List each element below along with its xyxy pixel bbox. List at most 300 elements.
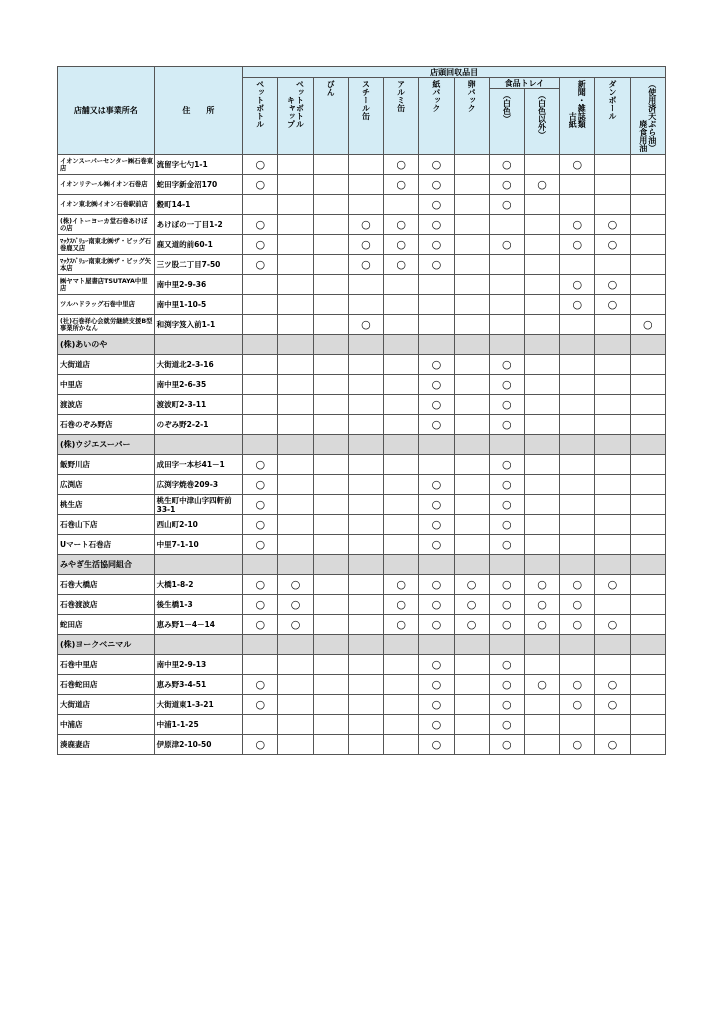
empty-cell	[560, 355, 595, 375]
group-name: (株)ヨークベニマル	[58, 635, 155, 655]
empty-cell	[454, 315, 489, 335]
table-row	[58, 735, 666, 755]
store-address: 流留字七勺1-1	[154, 155, 243, 175]
empty-cell	[560, 475, 595, 495]
empty-cell	[278, 295, 313, 315]
table-row	[58, 595, 666, 615]
store-address: 大橋1-8-2	[154, 575, 243, 595]
empty-cell	[454, 495, 489, 515]
group-empty-cell	[595, 435, 630, 455]
accepted-mark: ○	[243, 515, 278, 535]
accepted-mark: ○	[419, 575, 454, 595]
store-name: 飯野川店	[58, 455, 155, 475]
accepted-mark: ○	[384, 255, 419, 275]
table-row	[58, 155, 666, 175]
col-paper-pack: 紙パック	[419, 78, 454, 155]
empty-cell	[313, 395, 348, 415]
empty-cell	[595, 455, 630, 475]
accepted-mark: ○	[489, 515, 524, 535]
accepted-mark: ○	[595, 735, 630, 755]
accepted-mark: ○	[595, 295, 630, 315]
empty-cell	[524, 495, 559, 515]
empty-cell	[243, 415, 278, 435]
accepted-mark: ○	[595, 675, 630, 695]
empty-cell	[278, 175, 313, 195]
empty-cell	[278, 395, 313, 415]
store-name: ツルハドラッグ石巻中里店	[58, 295, 155, 315]
accepted-mark: ○	[489, 575, 524, 595]
group-row	[58, 435, 666, 455]
empty-cell	[595, 155, 630, 175]
group-empty-cell	[348, 555, 383, 575]
empty-cell	[454, 155, 489, 175]
accepted-mark: ○	[243, 495, 278, 515]
group-empty-cell	[278, 555, 313, 575]
empty-cell	[454, 395, 489, 415]
empty-cell	[313, 275, 348, 295]
store-address: のぞみ野2-2-1	[154, 415, 243, 435]
accepted-mark: ○	[419, 375, 454, 395]
empty-cell	[454, 475, 489, 495]
group-empty-cell	[278, 635, 313, 655]
store-name: 大街道店	[58, 355, 155, 375]
table-row	[58, 235, 666, 255]
store-address: 西山町2-10	[154, 515, 243, 535]
group-empty-cell	[524, 335, 559, 355]
empty-cell	[313, 655, 348, 675]
group-empty-cell	[454, 555, 489, 575]
store-name: イオン東北㈱イオン石巻駅前店	[58, 195, 155, 215]
empty-cell	[595, 315, 630, 335]
empty-cell	[595, 495, 630, 515]
store-address: 恵み野3-4-51	[154, 675, 243, 695]
empty-cell	[489, 275, 524, 295]
empty-cell	[384, 375, 419, 395]
accepted-mark: ○	[560, 695, 595, 715]
empty-cell	[454, 695, 489, 715]
accepted-mark: ○	[243, 615, 278, 635]
empty-cell	[348, 495, 383, 515]
group-empty-cell	[489, 635, 524, 655]
col-cardboard: ダンボール	[595, 78, 630, 155]
group-empty-cell	[595, 635, 630, 655]
empty-cell	[384, 695, 419, 715]
empty-cell	[630, 475, 665, 495]
empty-cell	[278, 735, 313, 755]
empty-cell	[454, 535, 489, 555]
accepted-mark: ○	[243, 255, 278, 275]
store-name: (株)イトーヨーカ堂石巻あけぼの店	[58, 215, 155, 235]
empty-cell	[313, 415, 348, 435]
table-row	[58, 655, 666, 675]
group-empty-cell	[630, 635, 665, 655]
accepted-mark: ○	[419, 495, 454, 515]
empty-cell	[595, 715, 630, 735]
group-empty-cell	[419, 335, 454, 355]
empty-cell	[524, 735, 559, 755]
group-empty-cell	[154, 635, 243, 655]
accepted-mark: ○	[243, 475, 278, 495]
empty-cell	[595, 535, 630, 555]
group-empty-cell	[560, 555, 595, 575]
empty-cell	[595, 515, 630, 535]
empty-cell	[313, 595, 348, 615]
col-pet-bottle: ペットボトル	[243, 78, 278, 155]
empty-cell	[313, 695, 348, 715]
empty-cell	[595, 375, 630, 395]
accepted-mark: ○	[243, 575, 278, 595]
empty-cell	[313, 375, 348, 395]
empty-cell	[595, 595, 630, 615]
empty-cell	[454, 355, 489, 375]
accepted-mark: ○	[489, 615, 524, 635]
empty-cell	[348, 675, 383, 695]
empty-cell	[384, 355, 419, 375]
empty-cell	[419, 295, 454, 315]
accepted-mark: ○	[419, 735, 454, 755]
empty-cell	[454, 715, 489, 735]
empty-cell	[348, 695, 383, 715]
group-empty-cell	[489, 435, 524, 455]
accepted-mark: ○	[489, 715, 524, 735]
empty-cell	[313, 175, 348, 195]
empty-cell	[630, 215, 665, 235]
accepted-mark: ○	[243, 595, 278, 615]
table-row	[58, 535, 666, 555]
empty-cell	[278, 195, 313, 215]
accepted-mark: ○	[489, 375, 524, 395]
col-bottle: びん	[313, 78, 348, 155]
empty-cell	[384, 735, 419, 755]
accepted-mark: ○	[384, 175, 419, 195]
store-address: 大街道東1-3-21	[154, 695, 243, 715]
empty-cell	[384, 415, 419, 435]
empty-cell	[384, 675, 419, 695]
accepted-mark: ○	[454, 615, 489, 635]
table-row	[58, 475, 666, 495]
empty-cell	[630, 655, 665, 675]
empty-cell	[560, 535, 595, 555]
table-row	[58, 215, 666, 235]
empty-cell	[278, 255, 313, 275]
empty-cell	[454, 175, 489, 195]
group-empty-cell	[524, 555, 559, 575]
empty-cell	[278, 355, 313, 375]
empty-cell	[313, 215, 348, 235]
empty-cell	[560, 255, 595, 275]
empty-cell	[384, 495, 419, 515]
empty-cell	[595, 415, 630, 435]
empty-cell	[560, 195, 595, 215]
store-name: 渡波店	[58, 395, 155, 415]
store-name: (社)石巻祥心会就労継続支援B型事業所かなん	[58, 315, 155, 335]
empty-cell	[384, 655, 419, 675]
empty-cell	[524, 215, 559, 235]
accepted-mark: ○	[560, 675, 595, 695]
empty-cell	[630, 595, 665, 615]
col-pet-cap: キャップペットボトル	[278, 78, 313, 155]
col-old-paper: 古紙新聞・雑誌類	[560, 78, 595, 155]
store-address: 中浦1-1-25	[154, 715, 243, 735]
empty-cell	[348, 575, 383, 595]
empty-cell	[348, 355, 383, 375]
group-empty-cell	[595, 335, 630, 355]
accepted-mark: ○	[419, 695, 454, 715]
table-row	[58, 515, 666, 535]
group-empty-cell	[419, 435, 454, 455]
accepted-mark: ○	[348, 315, 383, 335]
store-name: 中里店	[58, 375, 155, 395]
store-name: 蛇田店	[58, 615, 155, 635]
accepted-mark: ○	[419, 675, 454, 695]
empty-cell	[524, 295, 559, 315]
col-aluminum-can: アルミ缶	[384, 78, 419, 155]
accepted-mark: ○	[489, 535, 524, 555]
accepted-mark: ○	[489, 655, 524, 675]
accepted-mark: ○	[419, 215, 454, 235]
group-name: (株)ウジエスーパー	[58, 435, 155, 455]
empty-cell	[524, 235, 559, 255]
empty-cell	[278, 215, 313, 235]
store-address: 南中里2-9-36	[154, 275, 243, 295]
empty-cell	[524, 655, 559, 675]
table-row	[58, 675, 666, 695]
empty-cell	[454, 235, 489, 255]
empty-cell	[630, 455, 665, 475]
group-empty-cell	[489, 555, 524, 575]
empty-cell	[560, 515, 595, 535]
table-row	[58, 495, 666, 515]
col-steel-can: スチール缶	[348, 78, 383, 155]
empty-cell	[630, 695, 665, 715]
accepted-mark: ○	[419, 235, 454, 255]
group-name: (株)あいのや	[58, 335, 155, 355]
group-empty-cell	[243, 635, 278, 655]
group-empty-cell	[313, 555, 348, 575]
table-row	[58, 695, 666, 715]
store-address: 恵み野1－4－14	[154, 615, 243, 635]
table-row	[58, 455, 666, 475]
accepted-mark: ○	[419, 535, 454, 555]
store-address: 中里7-1-10	[154, 535, 243, 555]
accepted-mark: ○	[278, 595, 313, 615]
table-row	[58, 295, 666, 315]
accepted-mark: ○	[243, 215, 278, 235]
empty-cell	[313, 615, 348, 635]
empty-cell	[243, 375, 278, 395]
store-address: 後生橋1-3	[154, 595, 243, 615]
group-empty-cell	[243, 555, 278, 575]
store-address: 大街道北2-3-16	[154, 355, 243, 375]
empty-cell	[560, 455, 595, 475]
empty-cell	[524, 195, 559, 215]
accepted-mark: ○	[489, 195, 524, 215]
empty-cell	[348, 595, 383, 615]
group-empty-cell	[348, 635, 383, 655]
empty-cell	[348, 535, 383, 555]
group-empty-cell	[313, 335, 348, 355]
empty-cell	[630, 235, 665, 255]
group-empty-cell	[419, 635, 454, 655]
empty-cell	[348, 415, 383, 435]
empty-cell	[630, 535, 665, 555]
empty-cell	[595, 195, 630, 215]
accepted-mark: ○	[419, 415, 454, 435]
col-egg-pack: 卵パック	[454, 78, 489, 155]
accepted-mark: ○	[243, 235, 278, 255]
group-empty-cell	[560, 335, 595, 355]
accepted-mark: ○	[243, 695, 278, 715]
accepted-mark: ○	[489, 475, 524, 495]
group-empty-cell	[348, 435, 383, 455]
empty-cell	[560, 415, 595, 435]
empty-cell	[489, 315, 524, 335]
empty-cell	[454, 735, 489, 755]
empty-cell	[313, 455, 348, 475]
empty-cell	[348, 715, 383, 735]
empty-cell	[313, 715, 348, 735]
empty-cell	[489, 295, 524, 315]
store-name: イオンリテール㈱イオン石巻店	[58, 175, 155, 195]
group-empty-cell	[154, 335, 243, 355]
empty-cell	[384, 535, 419, 555]
store-name: イオンスーパーセンター㈱石巻東店	[58, 155, 155, 175]
accepted-mark: ○	[489, 355, 524, 375]
empty-cell	[384, 475, 419, 495]
group-empty-cell	[154, 555, 243, 575]
empty-cell	[348, 175, 383, 195]
empty-cell	[348, 155, 383, 175]
col-waste-oil: 廃食用油（使用済天ぷら油）	[630, 78, 665, 155]
store-name: 桃生店	[58, 495, 155, 515]
group-empty-cell	[560, 635, 595, 655]
empty-cell	[524, 515, 559, 535]
accepted-mark: ○	[278, 575, 313, 595]
empty-cell	[524, 375, 559, 395]
empty-cell	[384, 395, 419, 415]
group-name: みやぎ生活協同組合	[58, 555, 155, 575]
empty-cell	[454, 515, 489, 535]
group-empty-cell	[313, 435, 348, 455]
accepted-mark: ○	[524, 575, 559, 595]
accepted-mark: ○	[489, 235, 524, 255]
empty-cell	[243, 715, 278, 735]
empty-cell	[454, 255, 489, 275]
store-address: 南中里1-10-5	[154, 295, 243, 315]
group-empty-cell	[595, 555, 630, 575]
empty-cell	[419, 315, 454, 335]
accepted-mark: ○	[419, 195, 454, 215]
store-name: 石巻のぞみ野店	[58, 415, 155, 435]
empty-cell	[313, 155, 348, 175]
empty-cell	[313, 255, 348, 275]
empty-cell	[348, 195, 383, 215]
empty-cell	[313, 495, 348, 515]
empty-cell	[630, 255, 665, 275]
group-empty-cell	[630, 435, 665, 455]
accepted-mark: ○	[419, 395, 454, 415]
table-row	[58, 395, 666, 415]
empty-cell	[278, 515, 313, 535]
group-row	[58, 635, 666, 655]
accepted-mark: ○	[419, 615, 454, 635]
accepted-mark: ○	[454, 595, 489, 615]
food-tray-header: 食品トレイ	[489, 78, 559, 89]
accepted-mark: ○	[630, 315, 665, 335]
empty-cell	[560, 495, 595, 515]
accepted-mark: ○	[595, 215, 630, 235]
accepted-mark: ○	[384, 215, 419, 235]
accepted-mark: ○	[489, 415, 524, 435]
accepted-mark: ○	[419, 175, 454, 195]
group-empty-cell	[384, 435, 419, 455]
empty-cell	[560, 175, 595, 195]
empty-cell	[348, 735, 383, 755]
group-empty-cell	[454, 635, 489, 655]
accepted-mark: ○	[595, 235, 630, 255]
accepted-mark: ○	[384, 595, 419, 615]
collection-items-group-header: 店頭回収品目	[243, 67, 666, 78]
table-row	[58, 415, 666, 435]
accepted-mark: ○	[489, 495, 524, 515]
accepted-mark: ○	[560, 295, 595, 315]
empty-cell	[560, 655, 595, 675]
accepted-mark: ○	[419, 155, 454, 175]
empty-cell	[524, 395, 559, 415]
table-row	[58, 355, 666, 375]
empty-cell	[419, 455, 454, 475]
empty-cell	[243, 195, 278, 215]
empty-cell	[313, 475, 348, 495]
table-row	[58, 175, 666, 195]
store-address: 和渕字笈入前1-1	[154, 315, 243, 335]
empty-cell	[595, 255, 630, 275]
empty-cell	[348, 655, 383, 675]
empty-cell	[595, 355, 630, 375]
store-name-header: 店舗又は事業所名	[58, 67, 155, 155]
empty-cell	[313, 295, 348, 315]
accepted-mark: ○	[348, 255, 383, 275]
col-tray-white: （白色）	[489, 89, 524, 155]
empty-cell	[278, 675, 313, 695]
empty-cell	[278, 235, 313, 255]
accepted-mark: ○	[560, 155, 595, 175]
col-tray-colored: （白色以外）	[524, 89, 559, 155]
empty-cell	[630, 675, 665, 695]
empty-cell	[630, 175, 665, 195]
empty-cell	[384, 515, 419, 535]
empty-cell	[384, 455, 419, 475]
table-row	[58, 255, 666, 275]
accepted-mark: ○	[348, 215, 383, 235]
accepted-mark: ○	[454, 575, 489, 595]
empty-cell	[630, 515, 665, 535]
empty-cell	[384, 315, 419, 335]
store-address: 渡波町2-3-11	[154, 395, 243, 415]
accepted-mark: ○	[489, 675, 524, 695]
table-body	[58, 155, 666, 755]
empty-cell	[384, 195, 419, 215]
accepted-mark: ○	[489, 175, 524, 195]
store-address: 南中里2-6-35	[154, 375, 243, 395]
group-empty-cell	[384, 555, 419, 575]
store-name: Uマート石巻店	[58, 535, 155, 555]
empty-cell	[560, 315, 595, 335]
empty-cell	[524, 275, 559, 295]
empty-cell	[278, 695, 313, 715]
accepted-mark: ○	[524, 615, 559, 635]
accepted-mark: ○	[419, 655, 454, 675]
